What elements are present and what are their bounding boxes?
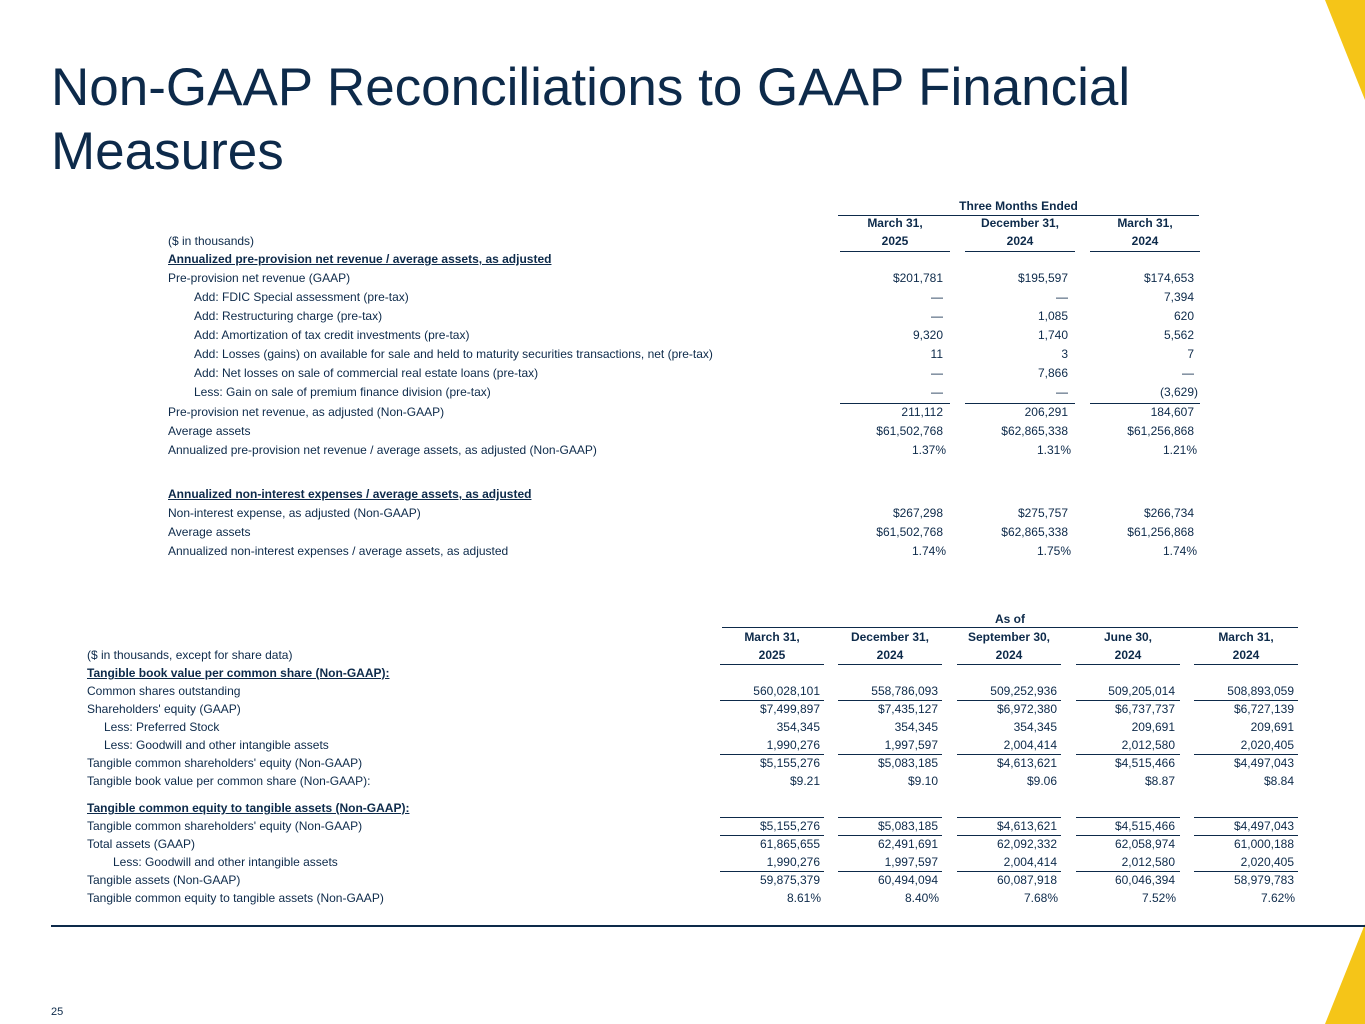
col-header-year: 2024 <box>995 648 1023 662</box>
cell-value: 1,997,597 <box>884 738 938 752</box>
cell-value: $6,727,139 <box>1233 702 1294 716</box>
cell-value: 560,028,101 <box>753 684 820 698</box>
cell-value: 62,058,974 <box>1114 837 1175 851</box>
cell-value: 558,786,093 <box>871 684 938 698</box>
cell-value: $4,497,043 <box>1233 756 1294 770</box>
cell-value: $8.87 <box>1144 774 1175 788</box>
col-rule <box>957 664 1061 665</box>
row-label: Pre-provision net revenue, as adjusted (Non-GAAP) <box>168 405 445 419</box>
row-label: Less: Gain on sale of premium finance division (pre-tax) <box>194 385 491 399</box>
cell-value: 1.21% <box>1162 443 1197 457</box>
accent-shape-top <box>1325 0 1365 100</box>
cell-value: 61,000,188 <box>1233 837 1294 851</box>
col-header-month: March 31, <box>867 216 923 230</box>
cell-value: $266,734 <box>1143 506 1194 520</box>
col-header-month: June 30, <box>1103 630 1153 644</box>
cell-value: 184,607 <box>1150 405 1194 419</box>
cell-value: $201,781 <box>892 271 943 285</box>
cell-value: 8.40% <box>904 891 939 905</box>
cell-value: 3 <box>1061 347 1068 361</box>
cell-value: 7.52% <box>1141 891 1176 905</box>
cell-value: 7,394 <box>1163 290 1194 304</box>
cell-value: 7,866 <box>1037 366 1068 380</box>
cell-value: 60,494,094 <box>877 873 938 887</box>
cell-value: (3,629) <box>1159 385 1198 399</box>
cell-value: $5,155,276 <box>759 756 820 770</box>
cell-value: — <box>1182 366 1194 380</box>
cell-value: 2,004,414 <box>1003 738 1057 752</box>
cell-value: 1.74% <box>1162 544 1197 558</box>
cell-value: — <box>931 385 943 399</box>
cell-value: 354,345 <box>1013 720 1057 734</box>
cell-value: 2,012,580 <box>1121 855 1175 869</box>
col-rule <box>838 664 942 665</box>
cell-value: 8.61% <box>786 891 821 905</box>
cell-value: 211,112 <box>901 405 943 419</box>
col-header-year: 2025 <box>881 234 909 248</box>
cell-value: $195,597 <box>1017 271 1068 285</box>
cell-value: 1,085 <box>1037 309 1068 323</box>
row-label: Tangible common shareholders' equity (Non-GAAP) <box>87 819 363 833</box>
cell-value: 62,491,691 <box>877 837 938 851</box>
row-label: Add: FDIC Special assessment (pre-tax) <box>194 290 409 304</box>
col-header-month: March 31, <box>744 630 800 644</box>
section-title: Annualized pre-provision net revenue / average assets, as adjusted <box>168 252 552 266</box>
section-title: Tangible common equity to tangible assets (Non-GAAP): <box>87 801 410 815</box>
col-header-year: 2024 <box>1232 648 1260 662</box>
page-title: Non-GAAP Reconciliations to GAAP Financial Measures <box>51 58 1131 181</box>
cell-value: $4,497,043 <box>1233 819 1294 833</box>
cell-value: 1,740 <box>1037 328 1068 342</box>
cell-value: $6,737,737 <box>1114 702 1175 716</box>
row-label: Tangible common equity to tangible assets (Non-GAAP) <box>87 891 384 905</box>
cell-value: 1.74% <box>911 544 946 558</box>
col-rule <box>840 251 950 252</box>
cell-value: $61,502,768 <box>876 525 943 539</box>
cell-value: — <box>931 366 943 380</box>
row-label: Shareholders' equity (GAAP) <box>87 702 241 716</box>
cell-value: 209,691 <box>1131 720 1175 734</box>
cell-value: $7,499,897 <box>759 702 820 716</box>
cell-value: 509,252,936 <box>990 684 1057 698</box>
cell-value: $9.21 <box>789 774 820 788</box>
cell-value: $7,435,127 <box>877 702 938 716</box>
row-label: Total assets (GAAP) <box>87 837 196 851</box>
row-label: Add: Restructuring charge (pre-tax) <box>194 309 383 323</box>
section-title: Annualized non-interest expenses / average assets, as adjusted <box>168 487 532 501</box>
col-rule <box>720 664 824 665</box>
cell-value: 62,092,332 <box>996 837 1057 851</box>
cell-value: 1.75% <box>1036 544 1071 558</box>
row-label: Annualized non-interest expenses / average assets, as adjusted <box>168 544 509 558</box>
cell-value: $62,865,338 <box>1001 525 1068 539</box>
row-label: Add: Amortization of tax credit investments (pre-tax) <box>194 328 470 342</box>
cell-value: $61,256,868 <box>1127 525 1194 539</box>
cell-value: $62,865,338 <box>1001 424 1068 438</box>
cell-value: $9.06 <box>1026 774 1057 788</box>
cell-value: $9.10 <box>907 774 938 788</box>
group-header: As of <box>995 612 1025 626</box>
col-header-month: March 31, <box>1218 630 1274 644</box>
unit-row <box>168 232 1208 251</box>
accent-shape-bottom <box>1325 924 1365 1024</box>
cell-value: 2,020,405 <box>1240 738 1294 752</box>
row-label: Tangible common shareholders' equity (Non-GAAP) <box>87 756 363 770</box>
footer-rule <box>51 925 1365 927</box>
cell-value: 1.37% <box>911 443 946 457</box>
row-label: Less: Goodwill and other intangible assets <box>104 738 329 752</box>
cell-value: 2,012,580 <box>1121 738 1175 752</box>
cell-value: — <box>1056 385 1068 399</box>
cell-value: $8.84 <box>1263 774 1294 788</box>
cell-value: $4,515,466 <box>1114 819 1175 833</box>
group-header-rule <box>722 627 1298 628</box>
cell-value: 1,990,276 <box>766 855 820 869</box>
cell-value: — <box>931 309 943 323</box>
row-label: Pre-provision net revenue (GAAP) <box>168 271 351 285</box>
cell-value: 11 <box>930 347 943 361</box>
cell-value: $267,298 <box>892 506 943 520</box>
cell-value: 7.68% <box>1023 891 1058 905</box>
cell-value: 508,893,059 <box>1227 684 1294 698</box>
unit-label: ($ in thousands, except for share data) <box>87 648 293 662</box>
cell-value: 60,046,394 <box>1114 873 1175 887</box>
cell-value: 1,997,597 <box>884 855 938 869</box>
page-number: 25 <box>51 1006 64 1018</box>
col-rule <box>965 251 1075 252</box>
section-title: Tangible book value per common share (Non-GAAP): <box>87 666 390 680</box>
cell-value: 5,562 <box>1163 328 1194 342</box>
cell-value: $5,155,276 <box>759 819 820 833</box>
cell-value: — <box>1056 290 1068 304</box>
cell-value: $174,653 <box>1143 271 1194 285</box>
row-label: Common shares outstanding <box>87 684 241 698</box>
row-label: Non-interest expense, as adjusted (Non-GAAP) <box>168 506 421 520</box>
cell-value: $61,256,868 <box>1127 424 1194 438</box>
cell-value: 2,020,405 <box>1240 855 1294 869</box>
col-header-month: December 31, <box>850 630 930 644</box>
col-header-month: March 31, <box>1117 216 1173 230</box>
col-rule <box>1076 664 1180 665</box>
group-header: Three Months Ended <box>959 199 1078 213</box>
cell-value: $4,613,621 <box>996 819 1057 833</box>
cell-value: 354,345 <box>894 720 938 734</box>
row-label: Add: Net losses on sale of commercial real estate loans (pre-tax) <box>194 366 539 380</box>
cell-value: $5,083,185 <box>877 756 938 770</box>
col-header-year: 2024 <box>1006 234 1034 248</box>
col-rule <box>1194 664 1298 665</box>
cell-value: 7.62% <box>1260 891 1295 905</box>
cell-value: 1,990,276 <box>766 738 820 752</box>
cell-value: $61,502,768 <box>876 424 943 438</box>
cell-value: $4,515,466 <box>1114 756 1175 770</box>
row-label: Less: Goodwill and other intangible assets <box>113 855 338 869</box>
cell-value: 61,865,655 <box>759 837 820 851</box>
cell-value: $275,757 <box>1017 506 1068 520</box>
col-header-year: 2024 <box>1114 648 1142 662</box>
row-label: Add: Losses (gains) on available for sale and held to maturity securities transactions, net (pre-tax) <box>194 347 713 361</box>
cell-value: $5,083,185 <box>877 819 938 833</box>
cell-value: 9,320 <box>912 328 943 342</box>
unit-label: ($ in thousands) <box>168 234 255 248</box>
row-label: Average assets <box>168 424 251 438</box>
cell-value: $4,613,621 <box>996 756 1057 770</box>
cell-value: 7 <box>1187 347 1194 361</box>
cell-value: 59,875,379 <box>759 873 820 887</box>
row-label: Average assets <box>168 525 251 539</box>
row-label: Tangible assets (Non-GAAP) <box>87 873 241 887</box>
row-label: Less: Preferred Stock <box>104 720 220 734</box>
col-header-year: 2024 <box>876 648 904 662</box>
cell-value: 509,205,014 <box>1108 684 1175 698</box>
row-label: Annualized pre-provision net revenue / average assets, as adjusted (Non-GAAP) <box>168 443 597 457</box>
col-header-year: 2025 <box>758 648 786 662</box>
cell-value: 354,345 <box>776 720 820 734</box>
row-label: Tangible book value per common share (Non-GAAP): <box>87 774 371 788</box>
cell-value: 209,691 <box>1250 720 1294 734</box>
cell-value: 1.31% <box>1036 443 1071 457</box>
cell-value: 60,087,918 <box>996 873 1057 887</box>
cell-value: 206,291 <box>1024 405 1068 419</box>
cell-value: 2,004,414 <box>1003 855 1057 869</box>
col-header-month: December 31, <box>980 216 1060 230</box>
col-header-year: 2024 <box>1131 234 1159 248</box>
col-rule <box>1090 251 1200 252</box>
cell-value: — <box>931 290 943 304</box>
col-header-month: September 30, <box>967 630 1051 644</box>
cell-value: 620 <box>1173 309 1194 323</box>
cell-value: 58,979,783 <box>1233 873 1294 887</box>
cell-value: $6,972,380 <box>996 702 1057 716</box>
